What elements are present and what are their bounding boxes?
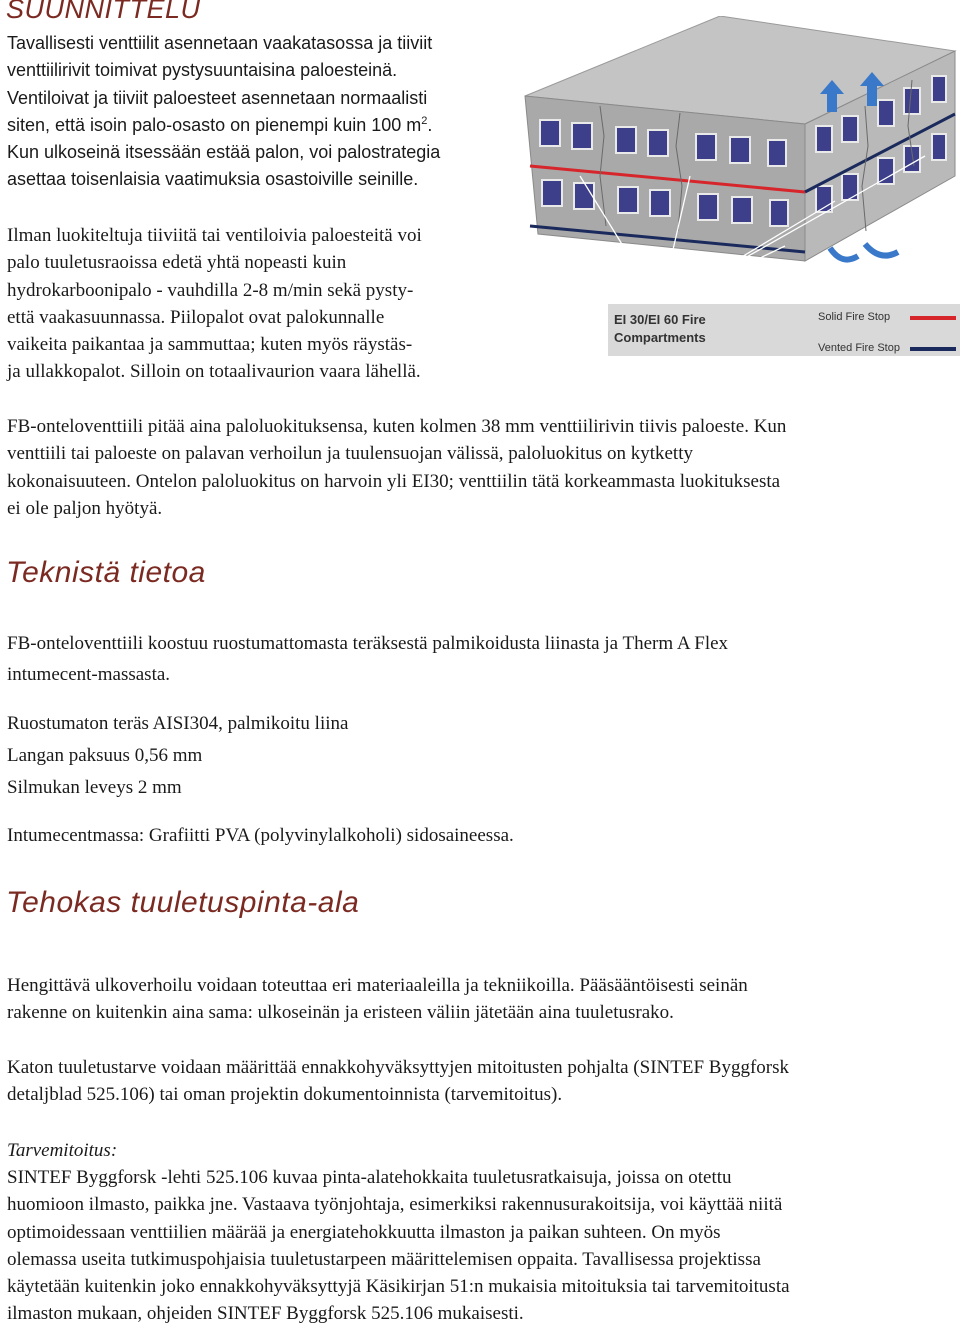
building-fire-stop-illustration — [520, 16, 960, 368]
text-line: käytetään kuitenkin joko ennakkohyväksyttyjä Käsikirjan 51:n mukaisia mitoituksia tai tarvemitoitusta — [7, 1276, 790, 1298]
text-line: ei ole paljon hyötyä. — [7, 497, 163, 519]
text-line: venttiili tai paloeste on palavan verhoilun ja tuulensuojan välissä, paloluokitus on kytketty — [7, 443, 693, 465]
text-line: Hengittävä ulkoverhoilu voidaan toteuttaa eri materiaaleilla ja tekniikoilla. Pääsääntöisesti seinän — [7, 975, 748, 996]
area-paragraph-3 — [7, 1164, 790, 1328]
text-line: FB-onteloventtiili koostuu ruostumattomasta teräksestä palmikoidusta liinasta ja Therm A Flex — [7, 633, 729, 654]
text-line: Tavallisesti venttiilit asennetaan vaakatasossa ja tiiviit — [7, 33, 433, 53]
text-line-tail: . — [427, 114, 433, 135]
text-line: rakenne on kuitenkin aina sama: ulkoseinän ja eristeen väliin jätetään aina tuuletusrako. — [7, 1002, 674, 1024]
text-line: detaljblad 525.106) tai oman projektin dokumentoinnista (tarvemitoitus). — [7, 1084, 563, 1106]
text-line: Katon tuuletustarve voidaan määrittää ennakkohyväksyttyjen mitoitusten pohjalta (SINTEF Byggforsk — [7, 1057, 789, 1078]
text-line: vaikeita paikantaa ja sammuttaa; kuten myös räystäs- — [7, 334, 413, 356]
text-line: optimoidessaan venttiilien määrää ja energiatehokkuutta ilmaston ja paikan suhteen. On myös — [7, 1221, 721, 1243]
text-line: Ventiloivat ja tiiviit paloesteet asennetaan normaalisti — [7, 87, 428, 108]
text-line: asettaa toisenlaisia vaatimuksia osastoiville seinille. — [7, 169, 419, 190]
compartment-label-line1: EI 30/EI 60 Fire — [614, 312, 706, 327]
text-line: ilmaston mukaan, ohjeiden SINTEF Byggforsk 525.106 mukaisesti. — [7, 1303, 524, 1325]
spec-item: Langan paksuus 0,56 mm — [7, 745, 203, 766]
area-paragraph-1 — [7, 972, 748, 1027]
tech-paragraph-1 — [7, 628, 728, 690]
legend-vented-label: Vented Fire Stop — [818, 342, 900, 354]
text-line: huomioon ilmasto, paikka jne. Vastaava työnjohtaja, esimerkiksi rakennusurakoitsija, voi käyttää niitä — [7, 1194, 783, 1216]
spec-item: Silmukan leveys 2 mm — [7, 777, 182, 798]
text-line: FB-onteloventtiili pitää aina paloluokituksensa, kuten kolmen 38 mm venttiilirivin tiivis paloeste. Kun — [7, 416, 787, 437]
subheading-text: Tarvemitoitus: — [7, 1140, 118, 1161]
compartment-label-line2: Compartments — [614, 330, 706, 345]
design-paragraph-2 — [7, 222, 422, 386]
section-title-tehokas-tuuletuspinta-ala: Tehokas tuuletuspinta-ala — [6, 886, 360, 919]
section-title-suunnittelu: SUUNNITTELU — [6, 0, 201, 24]
text-line: Intumecentmassa: Grafiitti PVA (polyvinylalkoholi) sidosaineessa. — [7, 825, 514, 846]
spec-item: Ruostumaton teräs AISI304, palmikoitu liina — [7, 713, 349, 734]
text-line-main: siten, että isoin palo-osasto on pienempi kuin 100 m — [7, 114, 422, 135]
design-paragraph-1 — [7, 30, 440, 194]
text-line: Kun ulkoseinä itsessään estää palon, voi palostrategia — [7, 142, 441, 163]
tech-intumescent — [7, 822, 514, 849]
design-paragraph-3 — [7, 413, 786, 522]
text-line: intumecent-massasta. — [7, 664, 171, 685]
text-line: Ilman luokiteltuja tiiviitä tai ventiloivia paloesteitä voi — [7, 225, 422, 246]
tech-spec-list — [7, 708, 348, 804]
text-line: hydrokarboonipalo - vauhdilla 2-8 m/min sekä pysty- — [7, 279, 414, 301]
text-line: SINTEF Byggforsk -lehti 525.106 kuvaa pinta-alatehokkaita tuuletusratkaisuja, joissa on otettu — [7, 1167, 732, 1188]
text-line: ja ullakkopalot. Silloin on totaalivaurion vaara lähellä. — [7, 361, 421, 383]
text-line: että vaakasuunnassa. Piilopalot ovat palokunnalle — [7, 306, 385, 328]
legend-solid-label: Solid Fire Stop — [818, 311, 891, 323]
area-subheading-tarvemitoitus — [7, 1137, 117, 1164]
superscript-2: 2 — [421, 114, 428, 127]
text-line: venttiilirivit toimivat pystysuuntaisina paloesteinä. — [7, 60, 398, 81]
text-line: kokonaisuuteen. Ontelon paloluokitus on harvoin yli EI30; venttiilin tätä korkeammasta luokituksesta — [7, 470, 781, 492]
section-title-teknista-tietoa: Teknistä tietoa — [6, 556, 206, 589]
text-line — [7, 112, 440, 139]
area-paragraph-2 — [7, 1054, 789, 1109]
airflow-curved-arrows-icon — [830, 244, 898, 260]
text-line: olemassa useita tutkimuspohjaisia tuuletustarpeen määrittelemisen oppaita. Tavallisessa projektissa — [7, 1248, 761, 1270]
text-line: palo tuuletusraoissa edetä yhtä nopeasti kuin — [7, 252, 347, 274]
